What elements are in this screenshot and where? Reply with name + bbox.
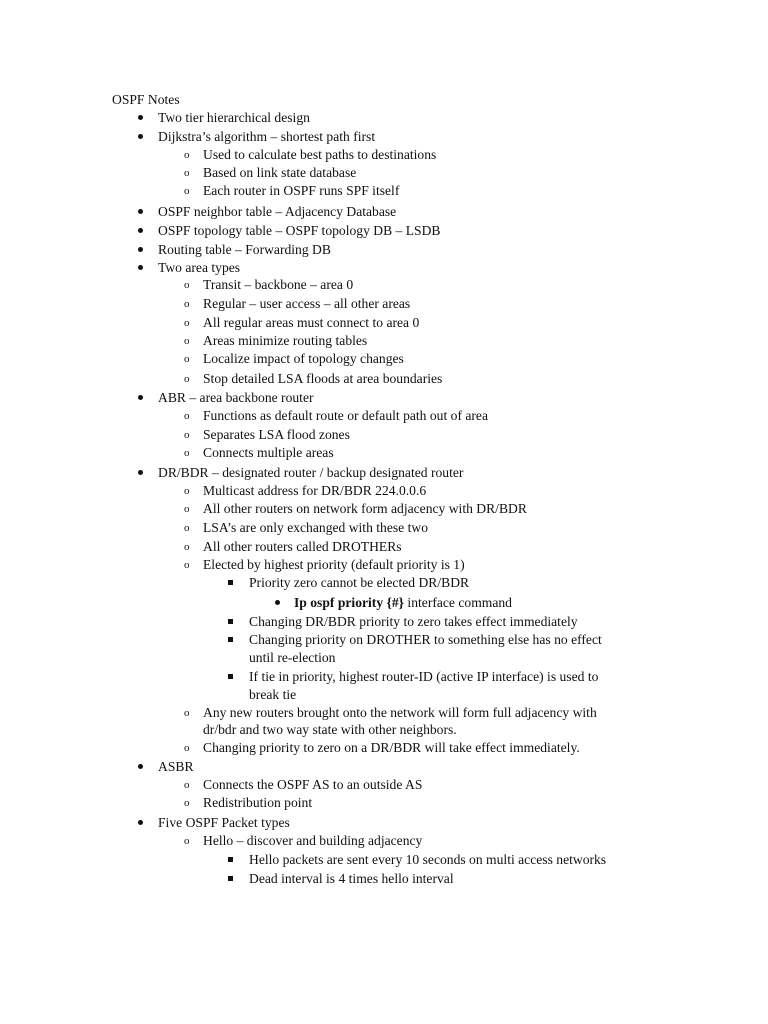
bullet-circle: o [184,835,190,847]
bullet-circle: o [184,541,190,553]
list-item: Changing priority on DROTHER to something else has no effect [249,632,602,647]
bullet-circle: o [184,410,190,422]
bullet-dot [138,764,143,769]
bullet-circle: o [184,707,190,719]
list-item: ABR – area backbone router [158,390,314,405]
bullet-circle: o [184,335,190,347]
bullet-circle: o [184,485,190,497]
list-item: Localize impact of topology changes [203,351,404,366]
bullet-circle: o [184,742,190,754]
list-item: OSPF neighbor table – Adjacency Database [158,204,397,219]
list-item: Two area types [158,260,241,275]
list-item: If tie in priority, highest router-ID (active IP interface) is used to [249,669,599,684]
list-item: Changing priority to zero on a DR/BDR will take effect immediately. [203,740,580,755]
bullet-dot [275,600,280,605]
bullet-circle: o [184,779,190,791]
list-item: Functions as default route or default path out of area [203,408,488,423]
list-item: Used to calculate best paths to destinations [203,147,437,162]
list-item: Separates LSA flood zones [203,427,350,442]
list-item: Routing table – Forwarding DB [158,242,331,257]
list-item: Elected by highest priority (default priority is 1) [203,557,465,572]
list-item: Transit – backbone – area 0 [203,277,354,292]
bullet-circle: o [184,185,190,197]
list-item: Five OSPF Packet types [158,815,290,830]
list-item [294,594,512,612]
bullet-circle: o [184,373,190,385]
list-item: Dead interval is 4 times hello interval [249,871,454,886]
list-item: Priority zero cannot be elected DR/BDR [249,575,470,590]
list-item-continuation: break tie [249,687,297,702]
list-item-continuation: dr/bdr and two way state with other neighbors. [203,722,457,737]
list-item: OSPF topology table – OSPF topology DB – LSDB [158,223,441,238]
bullet-circle: o [184,317,190,329]
list-item: Hello packets are sent every 10 seconds on multi access networks [249,852,607,867]
page-title: OSPF Notes [112,92,180,107]
list-item: Redistribution point [203,795,313,810]
bullet-circle: o [184,522,190,534]
bullet-square [228,580,233,585]
bullet-circle: o [184,797,190,809]
bullet-dot [138,228,143,233]
list-item: Based on link state database [203,165,357,180]
command-suffix: interface command [404,595,512,610]
list-item: Regular – user access – all other areas [203,296,411,311]
bullet-dot [138,820,143,825]
command-text: Ip ospf priority {#} [294,595,405,610]
list-item: All other routers on network form adjacency with DR/BDR [203,501,527,516]
list-item: ASBR [158,759,194,774]
bullet-circle: o [184,298,190,310]
bullet-dot [138,134,143,139]
list-item: LSA’s are only exchanged with these two [203,520,428,535]
list-item: All regular areas must connect to area 0 [203,315,420,330]
bullet-dot [138,265,143,270]
bullet-circle: o [184,447,190,459]
list-item: Connects the OSPF AS to an outside AS [203,777,423,792]
list-item: All other routers called DROTHERs [203,539,402,554]
list-item: Connects multiple areas [203,445,334,460]
bullet-dot [138,395,143,400]
bullet-square [228,637,233,642]
bullet-circle: o [184,353,190,365]
bullet-dot [138,470,143,475]
bullet-dot [138,115,143,120]
list-item: Areas minimize routing tables [203,333,368,348]
bullet-dot [138,209,143,214]
list-item: Dijkstra’s algorithm – shortest path first [158,129,376,144]
list-item: Any new routers brought onto the network will form full adjacency with [203,705,597,720]
list-item: Multicast address for DR/BDR 224.0.0.6 [203,483,427,498]
list-item: Stop detailed LSA floods at area boundaries [203,371,443,386]
list-item-continuation: until re-election [249,650,336,665]
bullet-circle: o [184,503,190,515]
bullet-circle: o [184,167,190,179]
bullet-circle: o [184,279,190,291]
bullet-circle: o [184,149,190,161]
bullet-square [228,619,233,624]
list-item: Each router in OSPF runs SPF itself [203,183,400,198]
list-item: Changing DR/BDR priority to zero takes effect immediately [249,614,578,629]
bullet-square [228,674,233,679]
list-item: Hello – discover and building adjacency [203,833,423,848]
bullet-circle: o [184,429,190,441]
bullet-dot [138,247,143,252]
bullet-circle: o [184,559,190,571]
bullet-square [228,876,233,881]
list-item: DR/BDR – designated router / backup designated router [158,465,464,480]
bullet-square [228,857,233,862]
list-item: Two tier hierarchical design [158,110,310,125]
